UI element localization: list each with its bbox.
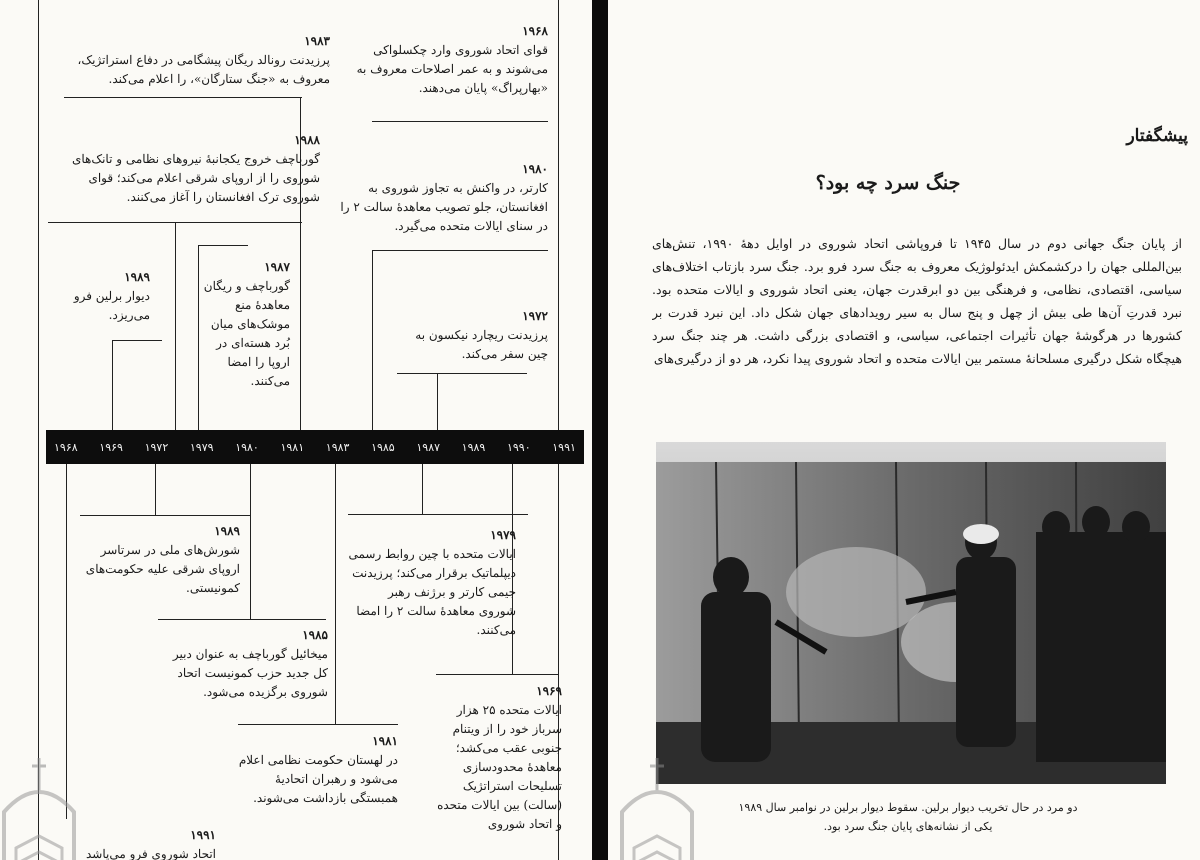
connector-v xyxy=(372,250,373,430)
timeline-entry-1989-revolts xyxy=(80,522,240,598)
timeline-entry-1988 xyxy=(48,131,320,207)
timeline-year: ۱۹۸۵ xyxy=(371,440,395,454)
entry-text: ایالات متحده ۲۵ هزار سرباز خود را از ویتنام جنوبی عقب می‌کشد؛ معاهدهٔ محدودسازی تسلیحات استراتژیک (سالت) بین ایالات متحده و اتحاد شوروی xyxy=(437,703,562,831)
connector-v xyxy=(437,373,438,430)
timeline-year: ۱۹۷۹ xyxy=(189,440,214,454)
page-frame-line-left xyxy=(38,0,39,860)
entry-text: کارتر، در واکنش به تجاوز شوروی به افغانستان، جلو تصویب معاهدهٔ سالت ۲ را در سنای ایالات متحده می‌گیرد. xyxy=(340,181,548,233)
entry-text: میخائیل گورباچف به عنوان دبیر کل جدید حزب کمونیست اتحاد شوروی برگزیده می‌شود. xyxy=(172,647,328,699)
entry-year: ۱۹۷۲ xyxy=(522,309,548,323)
entry-year: ۱۹۷۹ xyxy=(490,528,516,542)
connector-h xyxy=(80,515,250,516)
connector-v xyxy=(155,464,156,515)
entry-text: ایالات متحده با چین روابط رسمی دیپلماتیک برقرار می‌کند؛ پرزیدنت جیمی کارتر و برژنف رهبر شوروی معاهدهٔ سالت ۲ را امضا می‌کنند. xyxy=(348,547,516,637)
entry-year: ۱۹۶۸ xyxy=(522,24,548,38)
timeline-entry-1989 xyxy=(72,268,150,325)
connector-h xyxy=(397,373,527,374)
entry-year: ۱۹۸۳ xyxy=(304,34,330,48)
connector-v xyxy=(335,464,336,724)
entry-year: ۱۹۸۱ xyxy=(372,734,398,748)
timeline-year: ۱۹۷۲ xyxy=(144,440,169,454)
section-label: پیشگفتار xyxy=(1126,126,1188,146)
timeline-bar xyxy=(46,430,584,464)
timeline-year: ۱۹۸۱ xyxy=(280,440,305,454)
connector-h xyxy=(158,619,326,620)
timeline-year: ۱۹۸۰ xyxy=(235,440,259,454)
entry-year: ۱۹۸۷ xyxy=(264,260,290,274)
timeline-entry-1980 xyxy=(330,160,548,236)
entry-text: قوای اتحاد شوروی وارد چکسلواکی می‌شوند و به عمر اصلاحات معروف به «بهارپراگ» پایان می‌دهند. xyxy=(356,43,548,95)
entry-text: پرزیدنت رونالد ریگان پیشگامی در دفاع استراتژیک، معروف به «جنگ ستارگان»، را اعلام می‌کند. xyxy=(77,53,330,86)
entry-text: اتحاد شوروی فرو می‌پاشد xyxy=(85,847,216,860)
entry-text: گورباچف خروج یکجانبهٔ نیروهای نظامی و تانک‌های شوروی را از اروپای شرقی اعلام می‌کند؛ قوای شوروی ترک افغانستان را آغاز می‌کنند. xyxy=(71,152,320,204)
connector-h xyxy=(238,724,398,725)
photo-caption-line-1: دو مرد در حال تخریب دیوار برلین. سقوط دیوار برلین در نوامبر سال ۱۹۸۹ xyxy=(738,801,1078,814)
entry-year: ۱۹۸۸ xyxy=(294,133,320,147)
timeline-entry-1985 xyxy=(158,626,328,702)
connector-h xyxy=(64,97,302,98)
timeline-year: ۱۹۶۹ xyxy=(99,440,123,454)
entry-year: ۱۹۸۹ xyxy=(214,524,240,538)
timeline-year: ۱۹۸۳ xyxy=(325,440,350,454)
library-seal-icon xyxy=(612,752,702,860)
timeline-year: ۱۹۶۸ xyxy=(54,440,78,454)
connector-h xyxy=(198,245,248,246)
entry-year: ۱۹۸۵ xyxy=(302,628,328,642)
timeline-entry-1987 xyxy=(200,258,290,391)
timeline-entry-1972 xyxy=(398,307,548,364)
entry-text: شورش‌های ملی در سرتاسر اروپای شرقی علیه حکومت‌های کمونیستی. xyxy=(85,543,240,595)
berlin-wall-photo xyxy=(656,442,1166,784)
timeline-year: ۱۹۹۰ xyxy=(506,440,531,454)
timeline-year: ۱۹۹۱ xyxy=(552,440,576,454)
connector-h xyxy=(348,514,528,515)
connector-h xyxy=(436,674,558,675)
timeline-year: ۱۹۸۷ xyxy=(416,440,441,454)
timeline-entry-1979 xyxy=(348,526,516,640)
entry-year: ۱۹۸۹ xyxy=(124,270,150,284)
left-page xyxy=(0,0,592,860)
page-title: جنگ سرد چه بود؟ xyxy=(815,172,961,194)
connector-v xyxy=(198,245,199,430)
timeline-year: ۱۹۸۹ xyxy=(461,440,486,454)
library-seal-icon xyxy=(0,752,84,860)
timeline-entry-1981 xyxy=(238,732,398,808)
timeline-entry-1969 xyxy=(436,682,562,834)
timeline-entry-1968 xyxy=(352,22,548,98)
connector-v xyxy=(175,222,176,430)
connector-v xyxy=(112,340,113,430)
entry-year: ۱۹۶۹ xyxy=(536,684,562,698)
entry-year: ۱۹۹۱ xyxy=(190,828,216,842)
right-page xyxy=(608,0,1200,860)
connector-v xyxy=(250,464,251,619)
entry-text: گورباچف و ریگان معاهدهٔ منع موشک‌های میان بُرد هسته‌ای در اروپا را امضا می‌کنند. xyxy=(203,279,290,388)
connector-h xyxy=(372,121,548,122)
book-gutter xyxy=(592,0,608,860)
entry-text: پرزیدنت ریچارد نیکسون به چین سفر می‌کند. xyxy=(415,328,548,361)
entry-year: ۱۹۸۰ xyxy=(522,162,548,176)
connector-h xyxy=(112,340,162,341)
entry-text: دیوار برلین فرو می‌ریزد. xyxy=(73,289,150,322)
timeline-entry-1991 xyxy=(66,826,216,860)
connector-h xyxy=(372,250,548,251)
photo-caption-line-2: یکی از نشانه‌های پایان جنگ سرد بود. xyxy=(823,820,993,833)
timeline-entry-1983 xyxy=(64,32,330,89)
entry-text: در لهستان حکومت نظامی اعلام می‌شود و رهبران اتحادیهٔ همبستگی بازداشت می‌شوند. xyxy=(238,753,398,805)
connector-v xyxy=(422,464,423,514)
intro-paragraph: از پایان جنگ جهانی دوم در سال ۱۹۴۵ تا فروپاشی اتحاد شوروی در اوایل دههٔ ۱۹۹۰، تنش‌های بین‌المللی جهان را درکشمکش ایدئولوژیک معروف به جنگ سرد فرو برد. جنگ سرد بازتاب اختلاف‌های سیاسی، اقتصادی، نظامی، و فرهنگی بین دو ابرقدرت جهان، یعنی اتحاد شوروی و ایالات متحده بود. نبرد قدرتِ آن‌ها طی بیش از چهل و پنج سال به سیر رویدادهای جهان شکل داد. این نبرد قدرت بر کشورها در هرگوشهٔ جهان تأثیرات اجتماعی، سیاسی، و اقتصادی بزرگی داشت. هر چند جنگ سرد هیچگاه شکل درگیری مسلحانهٔ مستمر بین ایالات متحده و اتحاد شوروی پیدا نکرد، هر دو از درگیری‌های xyxy=(652,236,1182,366)
